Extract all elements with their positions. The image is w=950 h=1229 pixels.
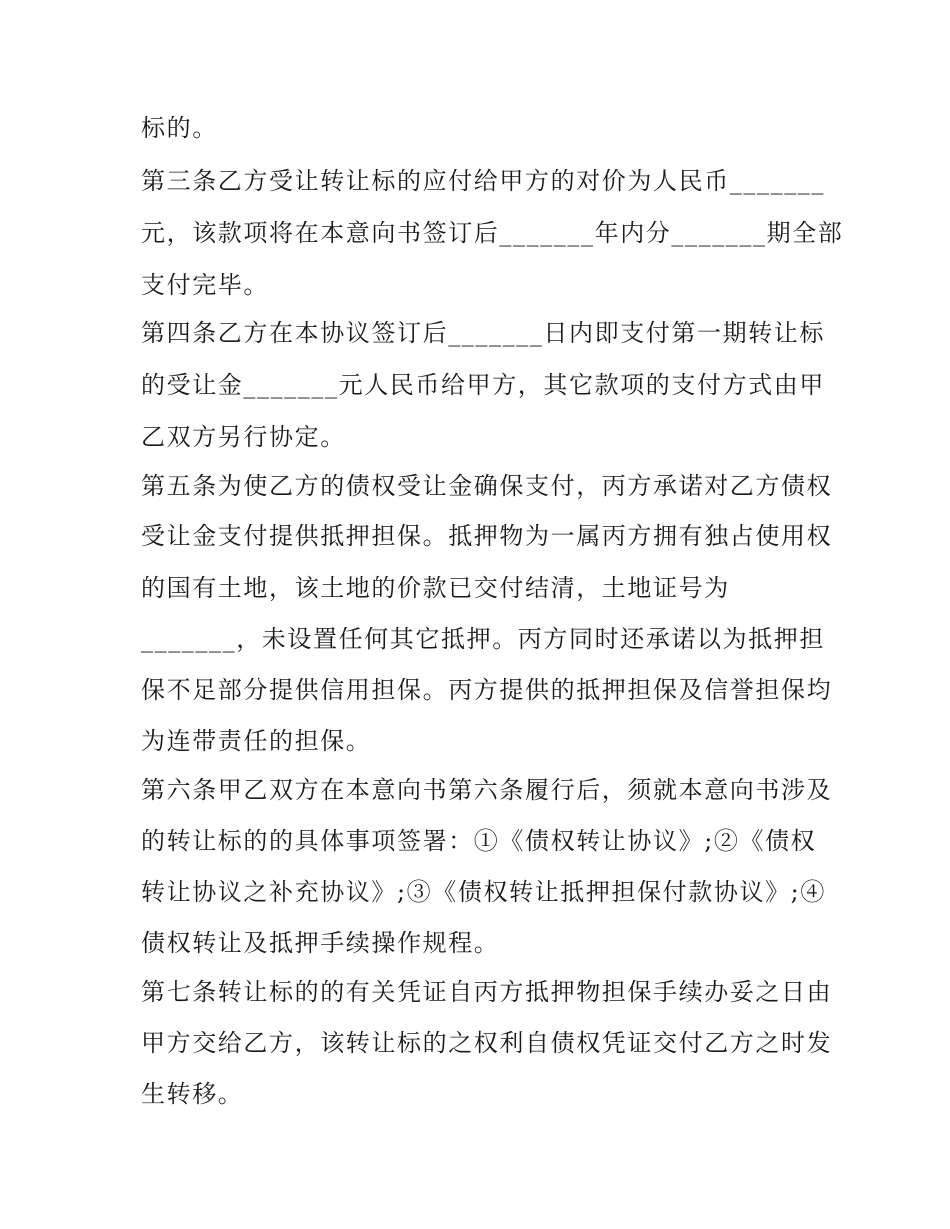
text-line: 第七条转让标的的有关凭证自丙方抵押物担保手续办妥之日由 bbox=[141, 978, 833, 1006]
text-line: 为连带责任的担保。 bbox=[141, 727, 372, 755]
text-line: 保不足部分提供信用担保。丙方提供的抵押担保及信誉担保均 bbox=[141, 676, 833, 704]
text-line: 支付完毕。 bbox=[141, 271, 269, 299]
text-line: 的转让标的的具体事项签署：①《债权转让协议》;②《债权 bbox=[141, 827, 817, 855]
text-line: 第三条乙方受让转让标的应付给甲方的对价为人民币_______ bbox=[141, 167, 825, 195]
text-line: 标的。 bbox=[141, 114, 218, 142]
text-line: 生转移。 bbox=[141, 1080, 244, 1108]
text-line: 的受让金_______元人民币给甲方，其它款项的支付方式由甲 bbox=[141, 371, 825, 399]
text-line: 第六条甲乙双方在本意向书第六条履行后，须就本意向书涉及 bbox=[141, 776, 833, 804]
text-line: 第五条为使乙方的债权受让金确保支付，丙方承诺对乙方债权 bbox=[141, 472, 833, 500]
text-line: 元，该款项将在本意向书签订后_______年内分_______期全部 bbox=[141, 219, 844, 247]
text-line: 乙双方另行协定。 bbox=[141, 423, 346, 451]
text-line: 转让协议之补充协议》;③《债权转让抵押担保付款协议》;④ bbox=[141, 878, 826, 906]
text-line: 债权转让及抵押手续操作规程。 bbox=[141, 929, 500, 957]
text-line: 甲方交给乙方，该转让标的之权利自债权凭证交付乙方之时发 bbox=[141, 1029, 833, 1057]
text-line: 受让金支付提供抵押担保。抵押物为一属丙方拥有独占使用权 bbox=[141, 522, 833, 550]
text-line: 第四条乙方在本协议签订后_______日内即支付第一期转让标 bbox=[141, 319, 825, 347]
text-line: 的国有土地，该土地的价款已交付结清，土地证号为 bbox=[141, 574, 730, 602]
text-line: _______，未设置任何其它抵押。丙方同时还承诺以为抵押担 bbox=[141, 625, 825, 653]
